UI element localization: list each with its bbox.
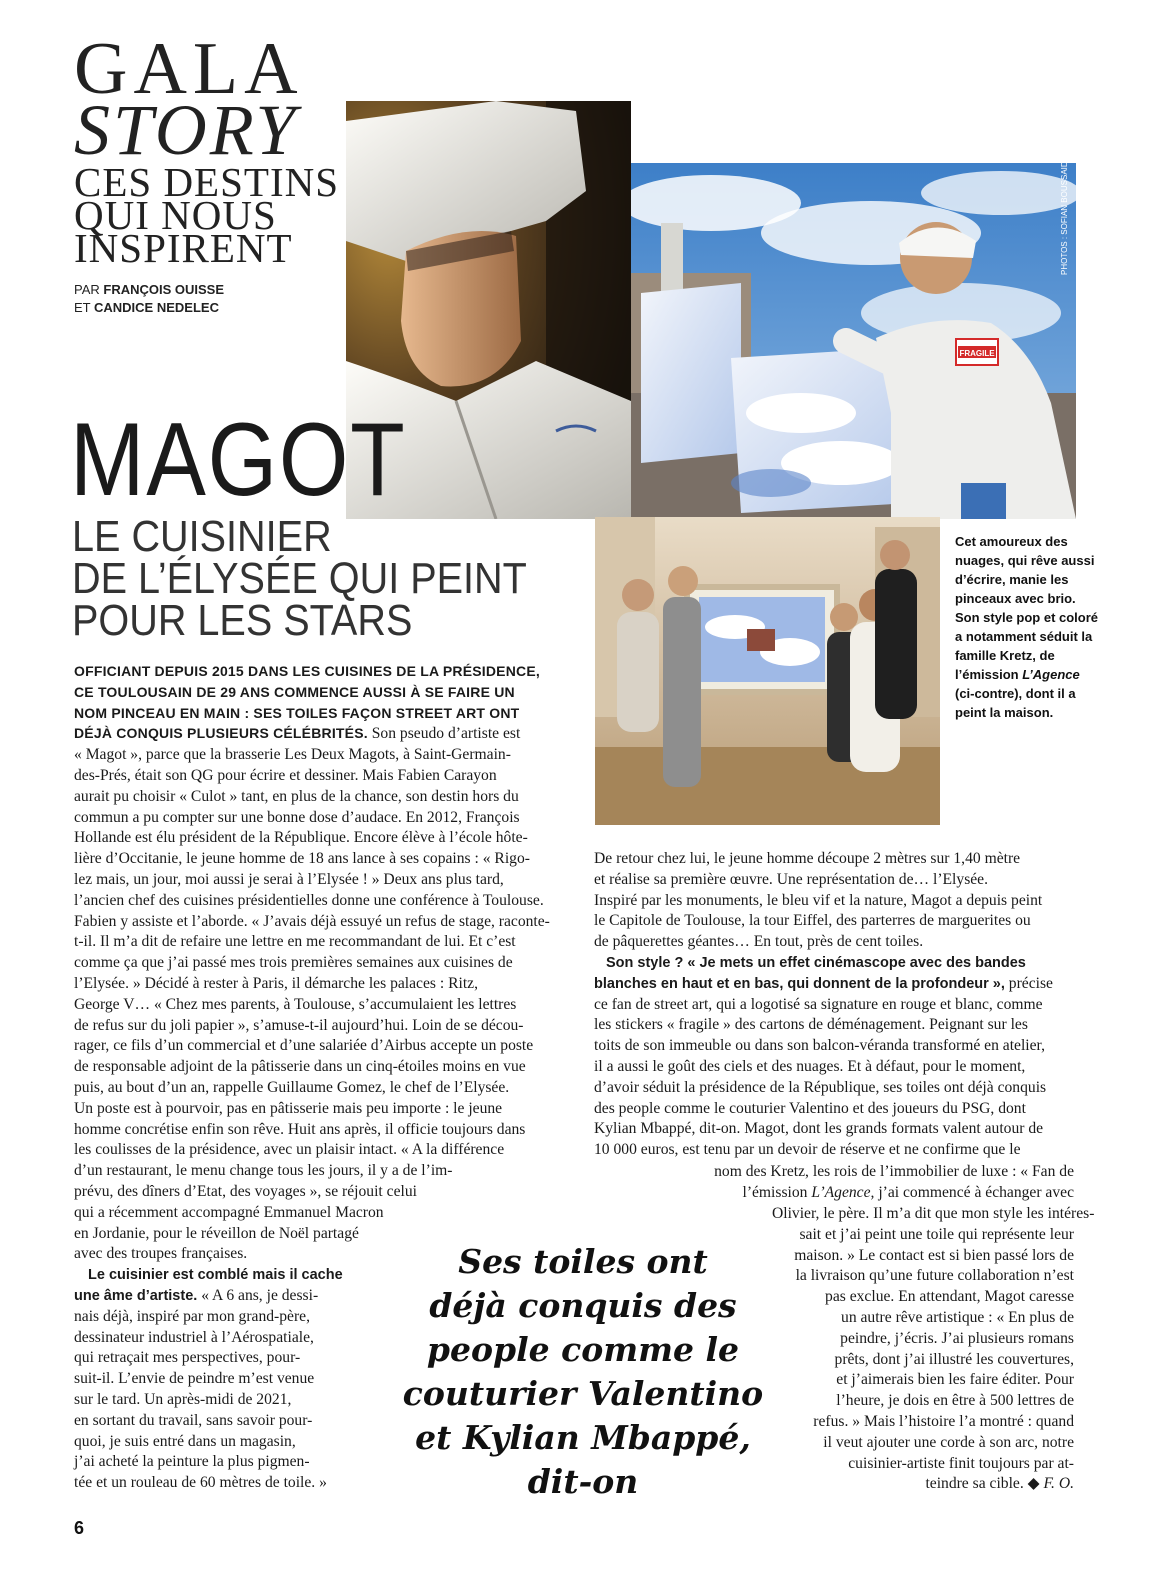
series-subtitle-line: CES DESTINS <box>74 159 340 205</box>
body-line: qui a récemment accompagné Emmanuel Macron <box>74 1203 384 1221</box>
article-subheadline <box>72 512 527 645</box>
photo-credit: PHOTOS : SOFIAN BOUSSAID <box>1060 161 1069 275</box>
article-column-2-tail <box>772 1204 1095 1495</box>
body-line: prêts, dont j’ai illustré les couvertures, <box>834 1350 1074 1368</box>
body-line: Fabien y assiste et l’aborde. « J’avais déjà essuyé un refus de stage, raconte- <box>74 912 550 930</box>
body-line: la livraison qu’une future collaboration n’est <box>795 1267 1074 1285</box>
body-line: j’ai commencé à échanger avec <box>874 1183 1074 1201</box>
body-line: Olivier, le père. Il m’a dit que mon style les intéres- <box>772 1205 1095 1222</box>
body-line: aurait pu choisir « Culot » tant, en plus de la chance, son destin hors du <box>74 787 519 805</box>
article-lead-line: DÉJÀ CONQUIS PLUSIEURS CÉLÉBRITÉS. <box>74 725 368 742</box>
byline <box>74 281 224 317</box>
body-line: qui retraçait mes perspectives, pour- <box>74 1349 301 1367</box>
body-line: sur le tard. Un après-midi de 2021, <box>74 1390 292 1408</box>
body-line: Inspiré par les monuments, le bleu vif et la nature, Magot a depuis peint <box>594 891 1043 909</box>
body-line: suit-il. L’envie de peindre m’est venue <box>74 1370 315 1388</box>
author-name: CANDICE NEDELEC <box>94 300 219 315</box>
body-line: pas exclue. En attendant, Magot caresse <box>825 1288 1074 1306</box>
article-lead-line: CE TOULOUSAIN DE 29 ANS COMMENCE AUSSI À SE FAIRE UN <box>74 683 515 700</box>
body-line: lière d’Occitanie, le jeune homme de 18 ans lance à ses copains : « Rigo- <box>74 850 530 868</box>
series-subtitle <box>74 159 340 271</box>
body-line: Hollande est élu président de la République. Encore élève à l’école hôte- <box>74 829 528 847</box>
body-line: les coulisses de la présidence, avec un plaisir intact. « A la différence <box>74 1141 505 1159</box>
body-line: lez mais, un jour, moi aussi je serai à l’Elysée ! » Deux ans plus tard, <box>74 870 504 888</box>
body-line: teindre sa cible. ◆ <box>925 1475 1044 1493</box>
body-line: cuisinier-artiste finit toujours par at- <box>848 1454 1074 1472</box>
article-column-2 <box>594 849 1074 1161</box>
body-line: de responsable adjoint de la pâtisserie dans un cinq-étoiles moins en vue <box>74 1058 526 1076</box>
body-line: commun a pu compter sur une bonne dose d’audace. En 2012, François <box>74 808 520 826</box>
body-line: l’Elysée. » Décidé à rester à Paris, il démarche les palaces : Ritz, <box>74 974 478 992</box>
article-lead-line: OFFICIANT DEPUIS 2015 DANS LES CUISINES DE LA PRÉSIDENCE, <box>74 663 540 679</box>
body-line: j’ai acheté la peinture la plus pigmen- <box>74 1453 310 1471</box>
subheadline-line: DE L’ÉLYSÉE QUI PEINT <box>72 554 527 603</box>
body-line: homme concrétise enfin son rêve. Huit ans après, il officie toujours dans <box>74 1120 526 1138</box>
body-line: ce fan de street art, qui a logotisé sa signature en rouge et blanc, comme <box>594 995 1043 1013</box>
body-line: De retour chez lui, le jeune homme découpe 2 mètres sur 1,40 mètre <box>594 850 1021 867</box>
body-line: d’avoir séduit la présidence de la République, ses toiles ont déjà conquis <box>594 1078 1047 1096</box>
body-line: un autre rêve artistique : « En plus de <box>841 1308 1074 1326</box>
fragile-sticker: FRAGILE <box>959 349 995 358</box>
body-line: de refus sur du joli papier », s’amuse-t-il aujourd’hui. Loin de se décou- <box>74 1016 524 1034</box>
body-line: des people comme le couturier Valentino et des joueurs du PSG, dont <box>594 1099 1026 1117</box>
body-line: l’ancien chef des cuisines présidentielles donne une conférence à Toulouse. <box>74 891 544 909</box>
body-line: maison. » Le contact est si bien passé lors de <box>794 1246 1074 1264</box>
body-line: « Magot », parce que la brasserie Les Deux Magots, à Saint-Germain- <box>74 746 511 764</box>
subheadline-line: POUR LES STARS <box>72 596 413 645</box>
body-line: refus. » Mais l’histoire l’a montré : quand <box>813 1412 1074 1430</box>
pull-quote <box>378 1240 788 1504</box>
body-line: comme ça que j’ai passé mes trois premières semaines aux cuisines de <box>74 954 513 972</box>
byline-prefix: PAR <box>74 282 104 297</box>
pull-quote-line: déjà conquis des <box>429 1286 737 1325</box>
pull-quote-line: Ses toiles ont <box>458 1242 708 1281</box>
body-line: « A 6 ans, je dessi- <box>197 1286 319 1304</box>
author-signature: F. O. <box>1043 1475 1074 1493</box>
kretz-family-photo <box>595 517 940 825</box>
series-subtitle-line: INSPIRENT <box>74 225 293 271</box>
byline-prefix: ET <box>74 300 94 315</box>
body-line: dessinateur industriel à l’Aérospatiale, <box>74 1328 314 1346</box>
run-in-heading: blanches en haut et en bas, qui donnent de la profondeur », <box>594 975 1005 992</box>
body-line: l’émission <box>742 1183 812 1201</box>
body-line: George V… « Chez mes parents, à Toulouse, s’accumulaient les lettres <box>74 995 517 1013</box>
body-line: quoi, je suis entré dans un magasin, <box>74 1432 296 1450</box>
run-in-heading: Son style ? « Je mets un effet cinémascope avec des bandes <box>606 954 1026 971</box>
pull-quote-line: couturier Valentino <box>402 1374 764 1413</box>
body-line: avec des troupes françaises. <box>74 1245 248 1263</box>
body-line: il a aussi le goût des ciels et des nuages. Et à défaut, pour le moment, <box>594 1057 1026 1075</box>
body-line: l’heure, je dois en être à 500 lettres de <box>836 1392 1074 1410</box>
body-line: les stickers « fragile » des cartons de déménagement. Peignant sur les <box>594 1016 1028 1034</box>
photo-caption: Cet amoureux des nuages, qui rêve aussi d’écrire, manie les pinceaux avec brio. Son style pop et coloré a notamment séduit la famille Kretz, de l’émission L’Agence (ci-contre), dont il a peint la maison. <box>955 534 1099 720</box>
body-line: sait et j’ai peint une toile qui représente leur <box>799 1225 1074 1243</box>
series-subtitle-line: QUI NOUS <box>74 192 277 238</box>
body-line: prévu, des dîners d’Etat, des voyages », se réjouit celui <box>74 1183 417 1200</box>
body-line: le Capitole de Toulouse, la tour Eiffel, des parterres de marguerites ou <box>594 912 1031 930</box>
series-title-story: STORY <box>74 90 299 170</box>
article-column-2-continued <box>672 1162 1074 1204</box>
body-line: d’un restaurant, le menu change tous les jours, il y a de l’im- <box>74 1162 453 1180</box>
body-line: et réalise sa première œuvre. Une représentation de… l’Elysée. <box>594 870 989 888</box>
body-line: il veut ajouter une corde à son arc, notre <box>823 1433 1074 1451</box>
body-line: nais déjà, inspiré par mon grand-père, <box>74 1307 310 1325</box>
body-line: rager, ce fils d’un commercial et d’une salariée d’Airbus accepte un poste <box>74 1037 534 1055</box>
rooftop-painting-photo <box>631 163 1076 519</box>
body-line: t-il. Il m’a dit de refaire une lettre en me recommandant de lui. Et c’est <box>74 933 516 951</box>
body-line: Un poste est à pourvoir, pas en pâtisserie mais peu importe : le jeune <box>74 1099 503 1117</box>
run-in-heading: Le cuisinier est comblé mais il cache <box>88 1267 343 1284</box>
body-line: en sortant du travail, sans savoir pour- <box>74 1411 313 1429</box>
body-line: en Jordanie, pour le réveillon de Noël partagé <box>74 1224 359 1242</box>
author-name: FRANÇOIS OUISSE <box>103 282 225 297</box>
article-lead-line: NOM PINCEAU EN MAIN : SES TOILES FAÇON STREET ART ONT <box>74 704 520 721</box>
body-line: Kylian Mbappé, dit-on. Magot, dont les grands formats valent autour de <box>594 1120 1044 1138</box>
article-column-1-continued <box>74 1182 417 1494</box>
show-title: L’Agence, <box>811 1183 875 1201</box>
body-line: Son pseudo d’artiste est <box>367 725 521 743</box>
body-line: toits de son immeuble ou dans son balcon-véranda transformé en atelier, <box>594 1037 1046 1055</box>
body-line: 10 000 euros, est tenu par un devoir de réserve et ne confirme que le <box>594 1141 1021 1159</box>
body-line: puis, au bout d’un an, rappelle Guillaume Gomez, le chef de l’Elysée. <box>74 1078 510 1096</box>
body-line: nom des Kretz, les rois de l’immobilier de luxe : « Fan de <box>714 1163 1074 1180</box>
body-line: peindre, j’écris. J’ai plusieurs romans <box>840 1329 1074 1347</box>
pull-quote-line: dit-on <box>527 1462 639 1501</box>
body-line: des-Prés, était son QG pour écrire et dessiner. Mais Fabien Carayon <box>74 766 497 784</box>
article-column-1 <box>74 661 556 1182</box>
article-headline: MAGOT <box>70 402 407 518</box>
subheadline-line: LE CUISINIER <box>72 512 332 561</box>
body-line: de pâquerettes géantes… En tout, près de cent toiles. <box>594 933 924 951</box>
run-in-heading: une âme d’artiste. <box>74 1287 198 1304</box>
body-line: tée et un rouleau de 60 mètres de toile. » <box>74 1474 327 1492</box>
body-line: précise <box>1004 974 1053 992</box>
body-line: et j’aimerais bien les faire éditer. Pour <box>836 1371 1074 1389</box>
pull-quote-line: et Kylian Mbappé, <box>415 1418 751 1457</box>
pull-quote-line: people comme le <box>426 1330 740 1369</box>
page-number: 6 <box>74 1518 85 1538</box>
series-title-gala: GALA <box>74 28 304 110</box>
